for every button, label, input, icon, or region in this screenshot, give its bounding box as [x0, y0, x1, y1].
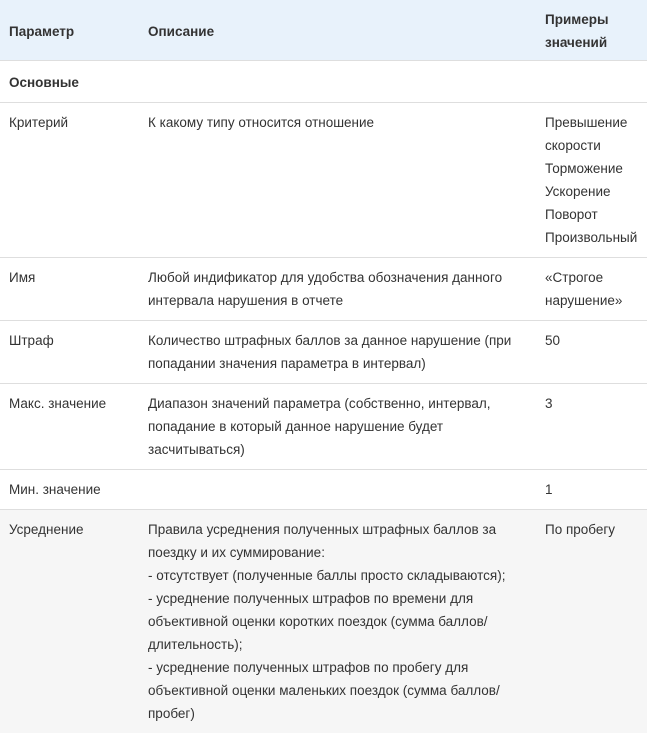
table-row — [0, 321, 647, 384]
description-cell — [139, 510, 536, 734]
description-line: - усреднение полученных штрафов по времени для объективной оценки коротких поездок (сумма баллов/длительность); — [148, 591, 488, 652]
description-cell: К какому типу относится отношение — [139, 103, 536, 258]
description-line: - усреднение полученных штрафов по пробегу для объективной оценки маленьких поездок (сумма баллов/пробег) — [148, 660, 500, 721]
example-value: 50 — [545, 333, 561, 348]
param-cell: Имя — [0, 258, 139, 321]
example-value: «Строгое нарушение» — [545, 270, 623, 308]
param-cell: Критерий — [0, 103, 139, 258]
param-cell: Макс. значение — [0, 384, 139, 470]
table-row — [0, 384, 647, 470]
description-cell: Количество штрафных баллов за данное нарушение (при попадании значения параметра в интервал) — [139, 321, 536, 384]
examples-cell — [536, 384, 647, 470]
examples-cell — [536, 258, 647, 321]
example-value: Поворот — [545, 207, 598, 222]
param-cell: Мин. значение — [0, 470, 139, 510]
table-row — [0, 258, 647, 321]
example-value: 1 — [545, 482, 553, 497]
example-value: По пробегу — [545, 522, 616, 537]
table-row — [0, 470, 647, 510]
description-cell: Любой индификатор для удобства обозначения данного интервала нарушения в отчете — [139, 258, 536, 321]
examples-cell — [536, 470, 647, 510]
description-cell — [139, 470, 536, 510]
header-description: Описание — [139, 0, 536, 61]
examples-cell — [536, 103, 647, 258]
table-row — [0, 510, 647, 734]
examples-cell — [536, 510, 647, 734]
examples-cell — [536, 321, 647, 384]
param-cell: Штраф — [0, 321, 139, 384]
example-value: 3 — [545, 396, 553, 411]
example-value: Ускорение — [545, 184, 611, 199]
table-header-row — [0, 0, 647, 61]
section-row — [0, 61, 647, 103]
description-cell: Диапазон значений параметра (собственно, интервал, попадание в который данное нарушение будет засчитываться) — [139, 384, 536, 470]
description-line: Правила усреднения полученных штрафных баллов за поездку и их суммирование: — [148, 522, 497, 560]
header-examples: Примеры значений — [536, 0, 647, 61]
param-cell: Усреднение — [0, 510, 139, 734]
table-row — [0, 103, 647, 258]
example-value: Превышение скорости — [545, 115, 628, 153]
description-line: - отсутствует (полученные баллы просто складываются); — [148, 568, 506, 583]
example-value: Произвольный — [545, 230, 638, 245]
example-value: Торможение — [545, 161, 623, 176]
header-param: Параметр — [0, 0, 139, 61]
section-title: Основные — [0, 61, 647, 103]
